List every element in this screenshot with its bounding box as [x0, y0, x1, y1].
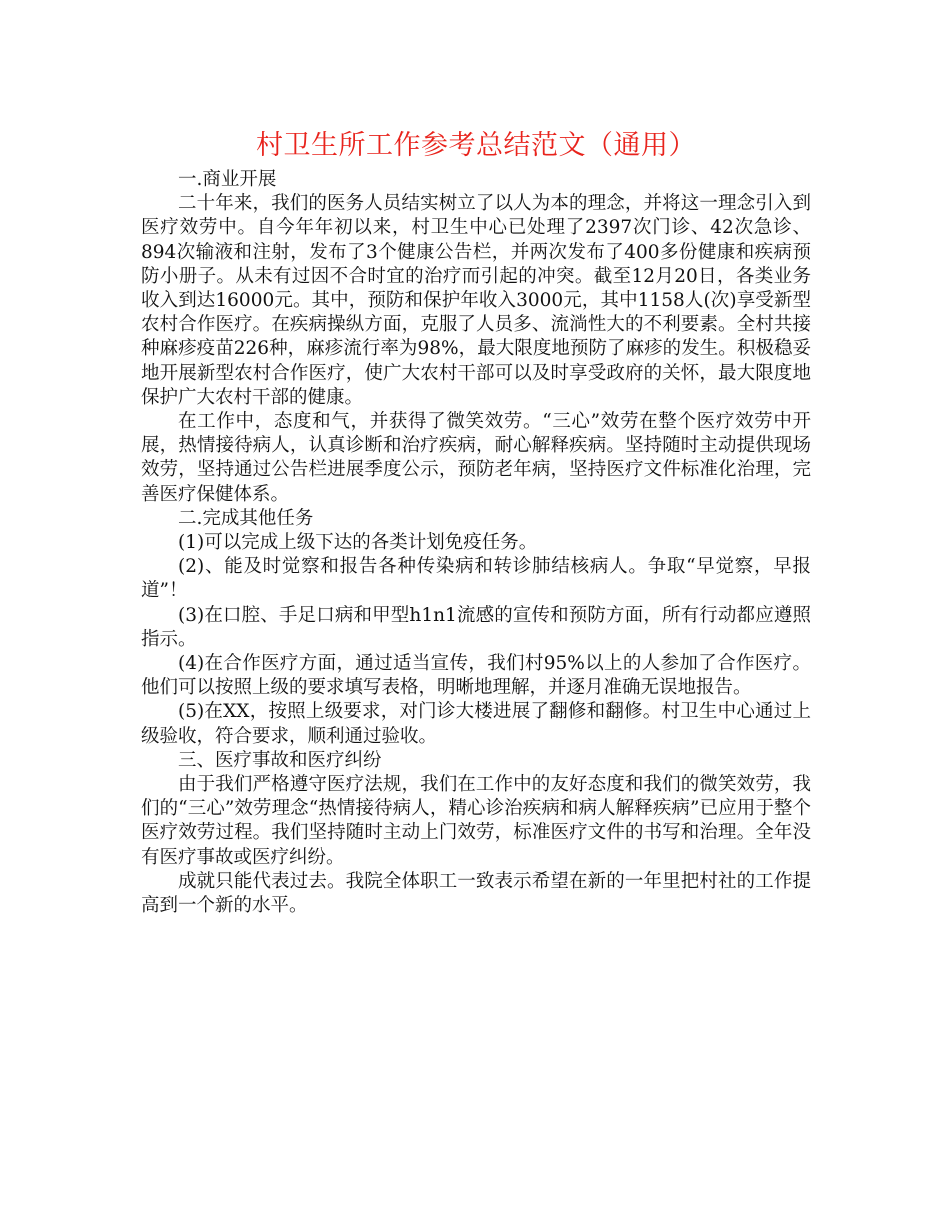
paragraph-service-attitude: 在工作中，态度和气，并获得了微笑效劳。“三心”效劳在整个医疗效劳中开展，热情接待病人，认真诊断和治疗疾病，耐心解释疾病。坚持随时主动提供现场效劳，坚持通过公告栏进展季度公示，预防老年病，坚持医疗文件标准化治理，完善医疗保健体系。 — [141, 411, 811, 505]
paragraph-closing: 成就只能代表过去。我院全体职工一致表示希望在新的一年里把村社的工作提高到一个新的水平。 — [141, 870, 811, 917]
document-page — [141, 0, 811, 918]
paragraph-medical-compliance: 由于我们严格遵守医疗法规，我们在工作中的友好态度和我们的微笑效劳，我们的“三心”效劳理念“热情接待病人，精心诊治疾病和病人解释疾病”已应用于整个医疗效劳过程。我们坚持随时主动上门效劳，标准医疗文件的书写和治理。全年没有医疗事故或医疗纠纷。 — [141, 774, 811, 868]
section-heading-medical-disputes: 三、医疗事故和医疗纠纷 — [178, 749, 382, 771]
section-heading-other-tasks: 二.完成其他任务 — [178, 507, 314, 529]
paragraph-overview: 二十年来，我们的医务人员结实树立了以人为本的理念，并将这一理念引入到医疗效劳中。自今年年初以来，村卫生中心已处理了2397次门诊、42次急诊、894次输液和注射，发布了3个健康公告栏，并两次发布了400多份健康和疾病预防小册子。从未有过因不合时宜的治疗而引起的冲突。截至12月20日，各类业务收入到达16000元。其中，预防和保护年收入3000元，其中1158人(次)享受新型农村合作医疗。在疾病操纵方面，克服了人员多、流淌性大的不利要素。全村共接种麻疹疫苗226种，麻疹流行率为98%，最大限度地预防了麻疹的发生。积极稳妥地开展新型农村合作医疗，使广大农村干部可以及时享受政府的关怀，最大限度地保护广大农村干部的健康。 — [141, 193, 811, 408]
document-title: 村卫生所工作参考总结范文（通用） — [256, 130, 696, 161]
document-body — [141, 168, 811, 918]
list-item-task-4: (4)在合作医疗方面，通过适当宣传，我们村95%以上的人参加了合作医疗。他们可以按照上级的要求填写表格，明晰地理解，并逐月准确无误地报告。 — [141, 653, 811, 699]
section-heading-business: 一.商业开展 — [178, 169, 277, 190]
list-item-task-2: (2)、能及时觉察和报告各种传染病和转诊肺结核病人。争取“早觉察，早报道”！ — [141, 556, 811, 602]
list-item-task-1: (1)可以完成上级下达的各类计划免疫任务。 — [178, 532, 538, 554]
list-item-task-3: (3)在口腔、手足口病和甲型h1n1流感的宣传和预防方面，所有行动都应遵照指示。 — [141, 604, 811, 650]
list-item-task-5: (5)在XX，按照上级要求，对门诊大楼进展了翻修和翻修。村卫生中心通过上级验收，符合要求，顺利通过验收。 — [141, 701, 811, 747]
